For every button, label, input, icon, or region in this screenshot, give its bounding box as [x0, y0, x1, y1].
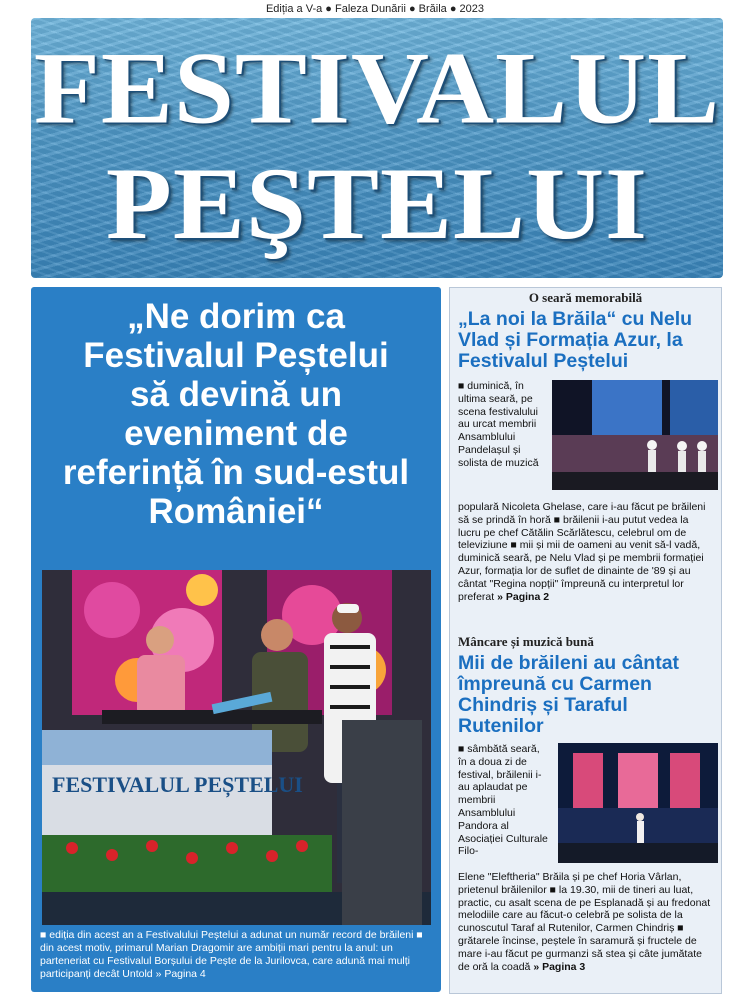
masthead-title-line1: FESTIVALUL [33, 32, 721, 146]
stage-photo-illustration [42, 570, 431, 925]
article-2-page-link[interactable]: » Pagina 3 [533, 960, 586, 973]
article-1-photo [552, 380, 718, 490]
article-2-kicker: Mâncare și muzică bună [458, 634, 594, 649]
banner-text: FESTIVALUL PEȘTELUI [52, 772, 303, 797]
article-2-title[interactable]: Mii de brăileni au cântat împreună cu Carmen Chindriș și Taraful Rutenilor [458, 652, 680, 737]
article-1-kicker: O seară memorabilă [528, 290, 643, 305]
masthead [31, 18, 723, 278]
article-2-body-narrow: ■ sâmbătă seară, în a doua zi de festival, brăilenii i-au aplaudat pe membrii Ansamblului Pandora al Asociației Culturale Filo- [458, 743, 548, 858]
sidebar [449, 287, 722, 994]
article-1-body [458, 501, 713, 603]
article-2-body [458, 871, 713, 973]
article-1-body-narrow: ■ duminică, în ultima seară, pe scena festivalului au urcat membrii Ansamblului Pandelașul și solista de muzică [458, 380, 539, 469]
article-2-photo [558, 743, 718, 863]
article-2 [458, 634, 713, 973]
article-1-body-wide: populară Nicoleta Ghelase, care i-au făcut pe brăileni să se prindă în horă ■ brăilenii i-au putut vedea la lucru pe chef Cătălin Scărlătescu, celebrul om de televiziune ■ mii și mii de oameni au venit să-l vadă, duminică seară, pe Nelu Vlad și pe membrii formației Azur, formația lor de suflet de dinainte de '89 și au cântat "Regina nopții" împreună cu interpretul lor preferat [458, 501, 706, 603]
article-2-body-wide: Elene "Eleftheria" Brăila și pe chef Horia Vârlan, prietenul brăilenilor ■ la 19.30, mii de tineri au luat, practic, cu asalt scena de pe Esplanadă și au fredonat melodiile care au făcut-o celebră pe solista de la cunoscutul Taraf al Rutenilor, Carmen Chindriș ■ grătarele încinse, peștele în saramură și fructele de mare i-au făcut pe gurmanzi să stea și câte jumătate de oră la coadă [458, 871, 711, 973]
article-1 [458, 290, 713, 603]
masthead-title-line2: PEŞTELUI [105, 148, 649, 262]
article-1-page-link[interactable]: » Pagina 2 [497, 590, 550, 603]
main-photo [42, 570, 431, 925]
edition-line: Ediția a V-a ● Faleza Dunării ● Brăila ● 2023 [265, 3, 485, 15]
main-headline: „Ne dorim ca Festivalul Peștelui să devină un eveniment de referință în sud-estul României“ [62, 297, 410, 531]
article-1-title[interactable]: „La noi la Brăila“ cu Nelu Vlad și Formația Azur, la Festivalul Peștelui [458, 308, 693, 372]
main-caption: ■ ediția din acest an a Festivalului Peștelui a adunat un număr record de brăileni ■ din acest motiv, primarul Marian Dragomir are ambiții mari pentru la anul: un parteneriat cu Festivalul Borșului de Pește de la Jurilovca, care adună mai mulți participanți decât Untold » Pagina 4 [40, 929, 423, 980]
